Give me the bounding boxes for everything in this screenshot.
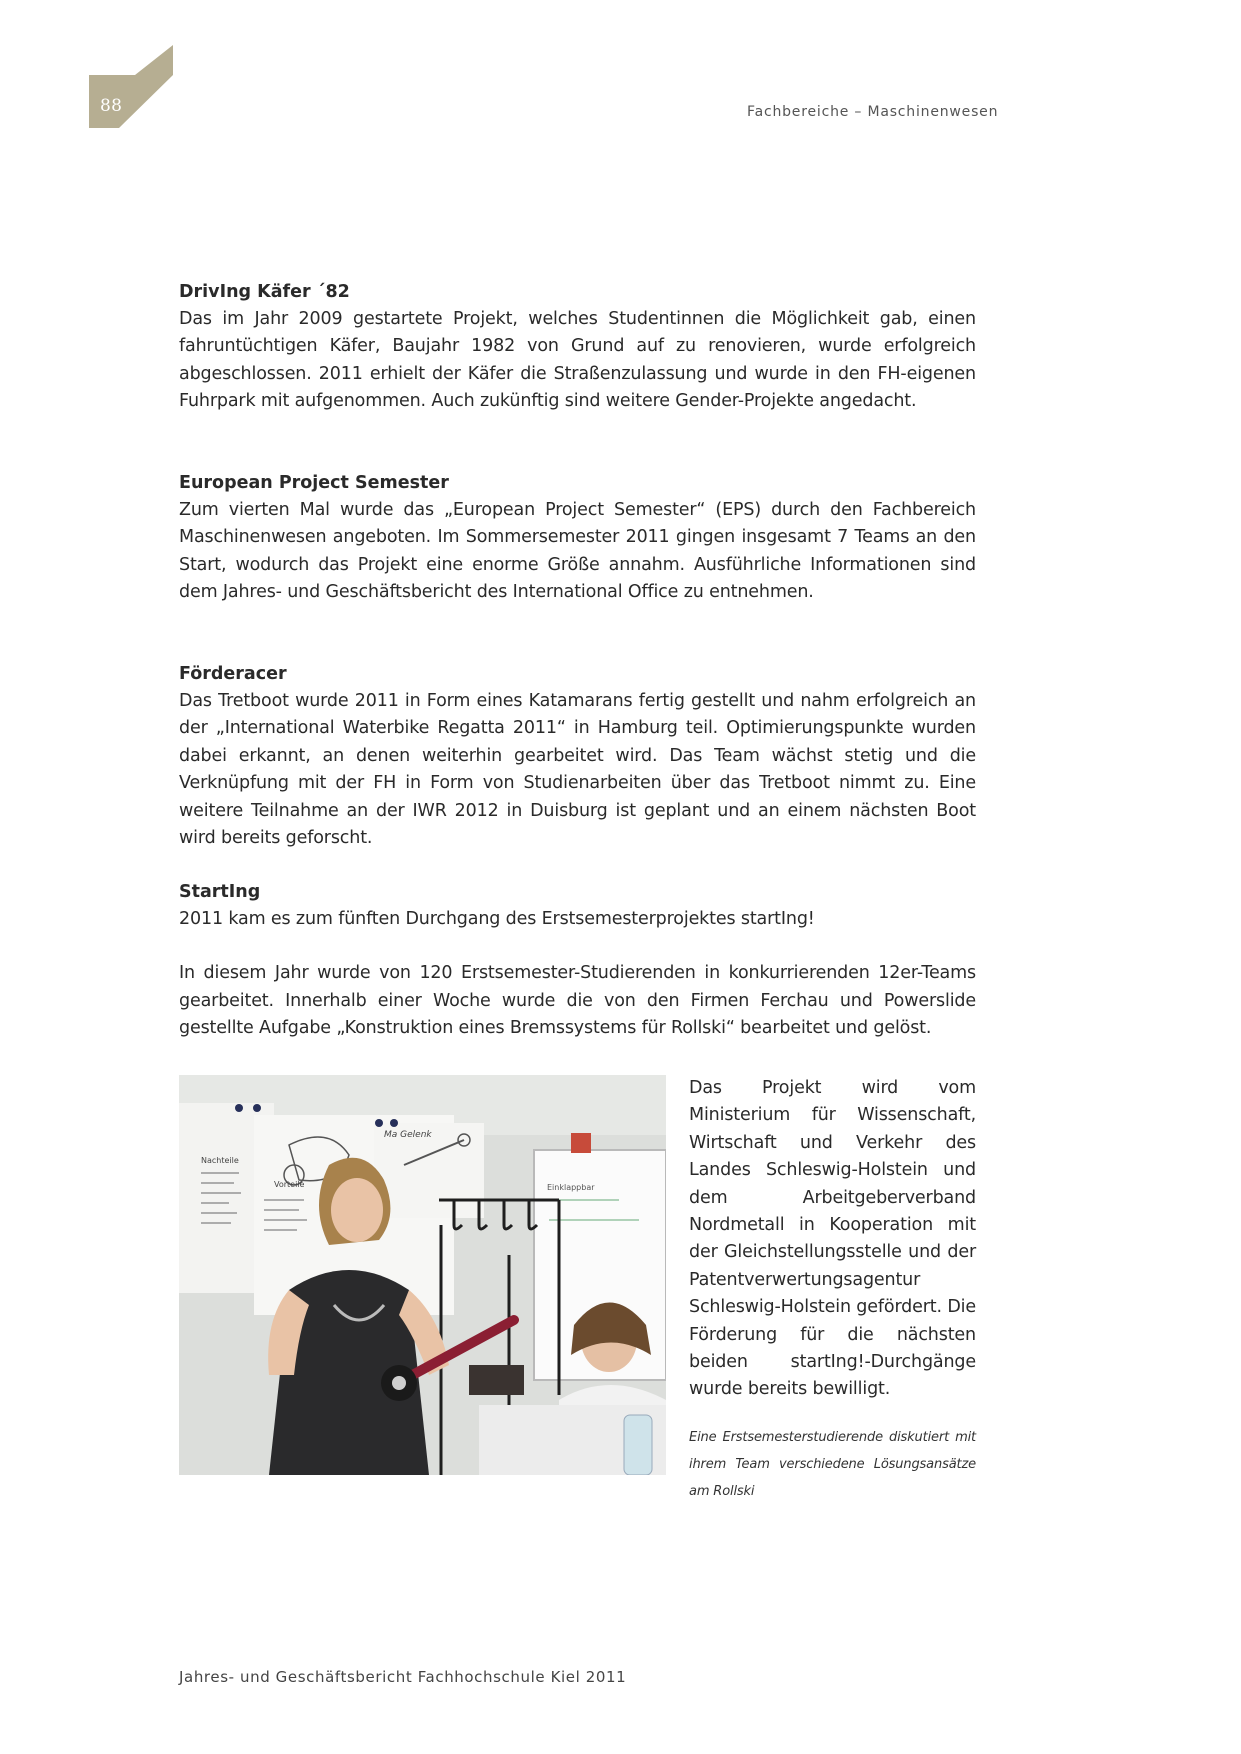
page-number: 88 — [100, 96, 123, 116]
section-paragraph: Das im Jahr 2009 gestartete Projekt, welches Studentinnen die Möglichkeit gab, einen fahruntüchtigen Käfer, Baujahr 1982 von Grund auf zu renovieren, wurde erfolgreich abgeschlossen. 2011 erhielt der Käfer die Straßenzulassung und wurde in den FH-eigenen Fuhrpark mit aufgenommen. Auch zukünftig sind weitere Gender-Projekte angedacht. — [179, 309, 976, 412]
photo-sketch-label: Einklappbar — [547, 1183, 595, 1192]
photo-illustration — [179, 1075, 666, 1475]
section-paragraph: 2011 kam es zum fünften Durchgang des Erstsemesterprojektes startIng! — [179, 909, 815, 929]
page-footer: Jahres- und Geschäftsbericht Fachhochschule Kiel 2011 — [179, 1668, 627, 1686]
side-paragraph: Das Projekt wird vom Ministerium für Wissenschaft, Wirtschaft und Verkehr des Landes Schleswig-Holstein und dem Arbeitgeberverband Nordmetall in Kooperation mit der Gleichstellungsstelle und der Patentverwertungsagentur Schleswig-Holstein gefördert. Die Förderung für die nächsten beiden startIng!-Durchgänge wurde bereits bewilligt. — [689, 1078, 976, 1400]
section-paragraph: Zum vierten Mal wurde das „European Project Semester“ (EPS) durch den Fachbereich Maschinenwesen angeboten. Im Sommersemester 2011 gingen insgesamt 7 Teams an den Start, wodurch das Projekt eine enorme Größe annahm. Ausführliche Informationen sind dem Jahres- und Geschäftsbericht des International Office zu entnehmen. — [179, 500, 976, 603]
section-driving-kaefer — [179, 279, 976, 416]
figure-side-text — [689, 1075, 976, 1505]
section-european-project-semester — [179, 470, 976, 607]
running-header: Fachbereiche – Maschinenwesen — [747, 104, 999, 120]
section-heading: DrivIng Käfer ´82 — [179, 282, 350, 302]
photo-sketch-label: Vorteile — [274, 1180, 305, 1189]
section-paragraph: Das Tretboot wurde 2011 in Form eines Katamarans fertig gestellt und nahm erfolgreich an der „International Waterbike Regatta 2011“ in Hamburg teil. Optimierungspunkte wurden dabei erkannt, an denen weiterhin gearbeitet wird. Das Team wächst stetig und die Verknüpfung mit der FH in Form von Studienarbeiten über das Tretboot nimmt zu. Eine weitere Teilnahme an der IWR 2012 in Duisburg ist geplant und an einem nächsten Boot wird bereits geforscht. — [179, 691, 976, 849]
section-heading: StartIng — [179, 882, 261, 902]
section-paragraph: In diesem Jahr wurde von 120 Erstsemester-Studierenden in konkurrierenden 12er-Teams gearbeitet. Innerhalb einer Woche wurde die von den Firmen Ferchau und Powerslide gestellte Aufgabe „Konstruktion eines Bremssystems für Rollski“ bearbeitet und gelöst. — [179, 963, 976, 1039]
section-starting — [179, 879, 976, 1043]
figure-row — [179, 1075, 976, 1499]
photo-caption: Eine Erstsemesterstudierende diskutiert mit ihrem Team verschiedene Lösungsansätze am Rollski — [689, 1429, 976, 1499]
photo-student-presentation — [179, 1075, 666, 1475]
photo-sketch-label: Ma Gelenk — [384, 1130, 432, 1140]
section-heading: Förderacer — [179, 664, 287, 684]
section-heading: European Project Semester — [179, 473, 449, 493]
section-foerderacer — [179, 661, 976, 852]
photo-sketch-label: Nachteile — [201, 1156, 239, 1165]
